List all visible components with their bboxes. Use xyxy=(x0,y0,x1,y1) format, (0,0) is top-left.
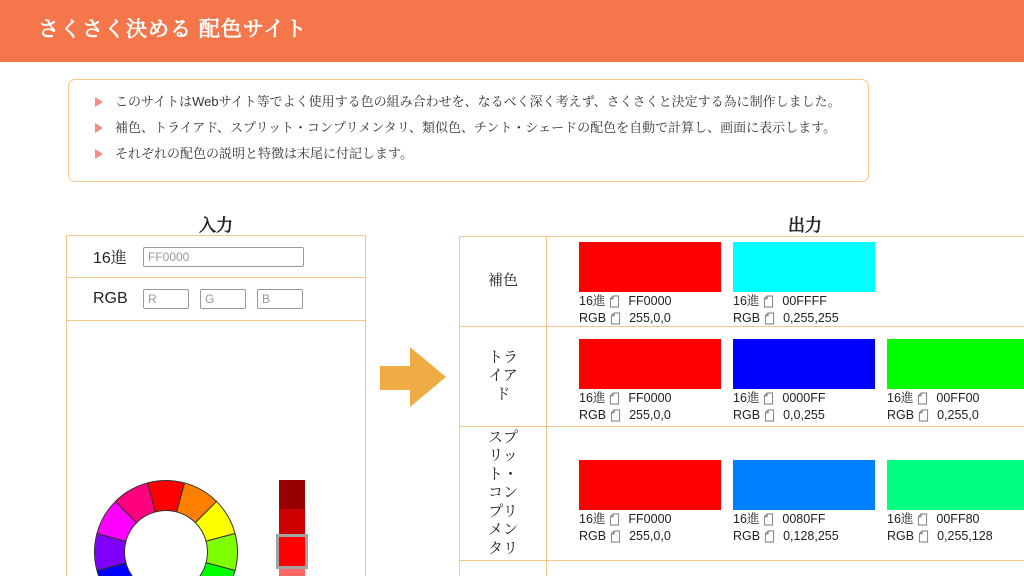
row-header xyxy=(460,561,547,576)
r-input[interactable] xyxy=(143,289,189,309)
rgb-tag: RGB xyxy=(579,311,607,325)
shade-swatch[interactable] xyxy=(279,509,305,538)
color-swatch xyxy=(733,242,875,292)
copy-icon[interactable] xyxy=(764,409,775,422)
bullet-triangle-icon xyxy=(95,123,103,133)
hex-value: 00FF80 xyxy=(936,512,980,526)
hex-value: 0080FF xyxy=(782,512,826,526)
rgb-label: RGB xyxy=(93,290,128,307)
input-panel xyxy=(66,235,366,576)
wheel-area xyxy=(67,321,365,576)
color-swatch xyxy=(733,460,875,510)
arrow-right-icon xyxy=(380,344,448,412)
hex-tag: 16進 xyxy=(733,512,760,526)
intro-item xyxy=(95,119,868,137)
app-header xyxy=(0,0,1024,62)
copy-icon[interactable] xyxy=(764,530,775,543)
hex-tag: 16進 xyxy=(887,512,914,526)
copy-icon[interactable] xyxy=(609,295,620,308)
copy-icon[interactable] xyxy=(763,392,774,405)
rgb-value: 0,255,255 xyxy=(783,311,839,325)
rgb-value: 255,0,0 xyxy=(629,529,671,543)
b-input[interactable] xyxy=(257,289,303,309)
shade-swatch-selected[interactable] xyxy=(279,537,305,566)
hex-value: FF0000 xyxy=(628,512,672,526)
rgb-tag: RGB xyxy=(733,408,761,422)
hex-label: 16進 xyxy=(93,250,127,267)
bullet-triangle-icon xyxy=(95,149,103,159)
hex-value: 00FF00 xyxy=(936,391,980,405)
color-swatch xyxy=(887,339,1024,389)
hex-value: 0000FF xyxy=(782,391,826,405)
copy-icon[interactable] xyxy=(763,295,774,308)
color-result-block xyxy=(887,339,1024,426)
hex-tag: 16進 xyxy=(733,391,760,405)
table-row-triad xyxy=(460,327,1024,427)
hex-tag: 16進 xyxy=(579,294,606,308)
rgb-input-row xyxy=(67,278,365,321)
intro-text: 補色、トライアド、スプリット・コンプリメンタリ、類似色、チント・シェードの配色を自動で計算し、画面に表示します。 xyxy=(115,120,837,135)
rgb-value: 0,0,255 xyxy=(783,408,825,422)
hex-tag: 16進 xyxy=(887,391,914,405)
color-result-block xyxy=(733,339,875,426)
table-row-split-complementary xyxy=(460,427,1024,561)
hex-tag: 16進 xyxy=(579,391,606,405)
shade-column xyxy=(279,480,305,576)
copy-icon[interactable] xyxy=(918,409,929,422)
color-result-block xyxy=(887,460,1024,560)
output-section-title: 出力 xyxy=(788,216,822,235)
hex-tag: 16進 xyxy=(579,512,606,526)
row-header: トライアド xyxy=(460,327,547,426)
table-row-next xyxy=(460,561,1024,576)
rgb-tag: RGB xyxy=(733,311,761,325)
rgb-tag: RGB xyxy=(887,408,915,422)
rgb-value: 0,255,128 xyxy=(937,529,993,543)
color-swatch xyxy=(579,460,721,510)
hex-tag: 16進 xyxy=(733,294,760,308)
rgb-value: 0,255,0 xyxy=(937,408,979,422)
intro-item xyxy=(95,93,868,111)
hex-value: 00FFFF xyxy=(782,294,827,308)
copy-icon[interactable] xyxy=(610,530,621,543)
rgb-tag: RGB xyxy=(579,408,607,422)
color-swatch xyxy=(887,460,1024,510)
shade-swatch[interactable] xyxy=(279,480,305,509)
g-input[interactable] xyxy=(200,289,246,309)
rgb-tag: RGB xyxy=(887,529,915,543)
copy-icon[interactable] xyxy=(918,530,929,543)
page-title: さくさく決める 配色サイト xyxy=(38,18,308,41)
rgb-tag: RGB xyxy=(579,529,607,543)
color-result-block xyxy=(579,460,721,560)
hex-input[interactable] xyxy=(143,247,304,267)
bullet-triangle-icon xyxy=(95,97,103,107)
copy-icon[interactable] xyxy=(610,312,621,325)
color-swatch xyxy=(579,242,721,292)
row-header: スプリット・コンプリメンタリ xyxy=(460,427,547,560)
rgb-value: 255,0,0 xyxy=(629,408,671,422)
input-section-title: 入力 xyxy=(199,216,233,235)
copy-icon[interactable] xyxy=(609,392,620,405)
copy-icon[interactable] xyxy=(609,513,620,526)
intro-text: それぞれの配色の説明と特徴は末尾に付記します。 xyxy=(115,146,413,161)
copy-icon[interactable] xyxy=(763,513,774,526)
intro-text: このサイトはWebサイト等でよく使用する色の組み合わせを、なるべく深く考えず、さくさくと決定する為に制作しました。 xyxy=(115,94,841,109)
copy-icon[interactable] xyxy=(610,409,621,422)
hex-value: FF0000 xyxy=(628,294,672,308)
rgb-value: 255,0,0 xyxy=(629,311,671,325)
copy-icon[interactable] xyxy=(917,513,928,526)
copy-icon[interactable] xyxy=(917,392,928,405)
copy-icon[interactable] xyxy=(764,312,775,325)
shade-swatch[interactable] xyxy=(279,566,305,576)
rgb-value: 0,128,255 xyxy=(783,529,839,543)
rgb-tag: RGB xyxy=(733,529,761,543)
color-result-block xyxy=(733,460,875,560)
hex-value: FF0000 xyxy=(628,391,672,405)
intro-box xyxy=(68,79,869,182)
color-wheel[interactable] xyxy=(93,479,239,576)
color-result-block xyxy=(733,242,875,326)
table-row-complementary xyxy=(460,237,1024,327)
color-result-block xyxy=(579,242,721,326)
intro-item xyxy=(95,145,868,163)
color-result-block xyxy=(579,339,721,426)
row-header: 補色 xyxy=(460,237,547,326)
color-swatch xyxy=(579,339,721,389)
output-table xyxy=(459,236,1024,576)
hex-input-row xyxy=(67,236,365,278)
color-swatch xyxy=(733,339,875,389)
